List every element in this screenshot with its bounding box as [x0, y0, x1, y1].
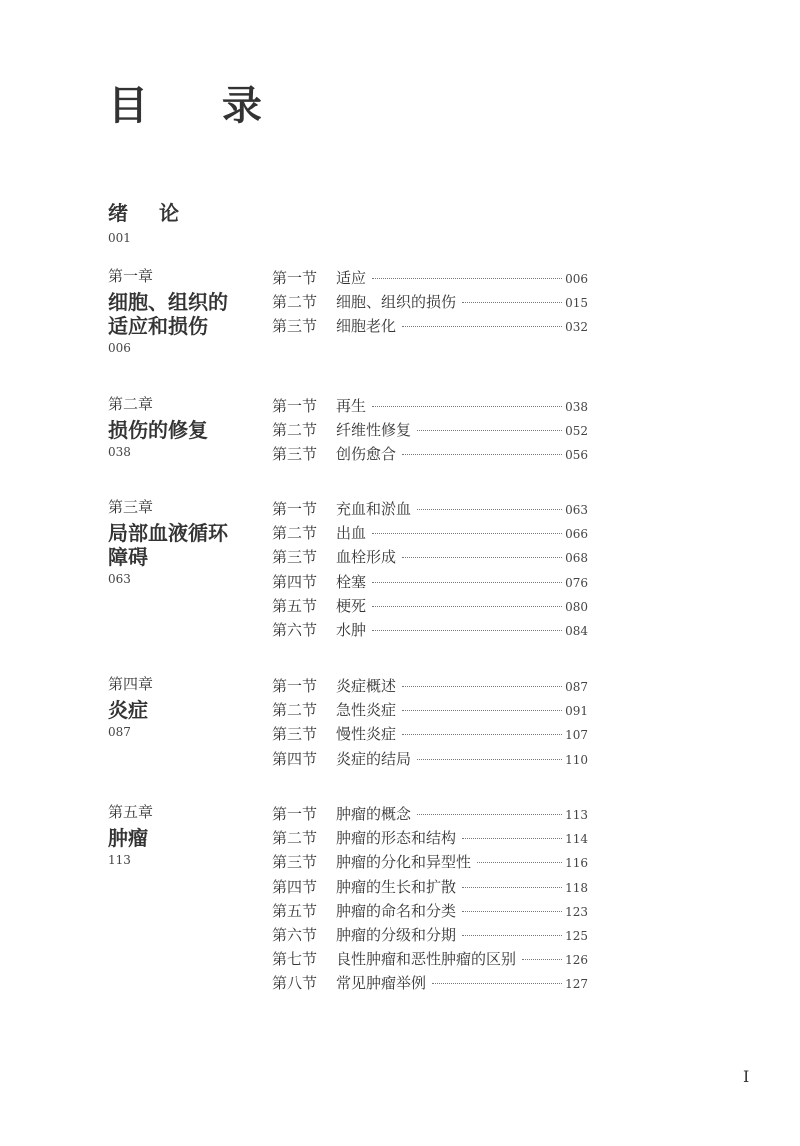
toc-entry[interactable]	[272, 947, 588, 971]
toc-entry[interactable]	[272, 521, 588, 545]
section-page-number: 056	[565, 448, 588, 463]
section-title: 创伤愈合	[336, 445, 397, 464]
dot-leader	[402, 454, 562, 455]
toc-entry[interactable]	[272, 545, 588, 569]
dot-leader	[462, 911, 562, 912]
section-title: 肿瘤的分级和分期	[336, 925, 457, 944]
section-page-number: 080	[565, 599, 588, 614]
section-number: 第四节	[272, 749, 318, 768]
section-title: 肿瘤的概念	[336, 805, 412, 823]
section-page-number: 032	[565, 320, 588, 335]
toc-entry[interactable]	[272, 698, 588, 722]
section-number: 第二节	[272, 293, 318, 312]
section-number: 第三节	[272, 853, 318, 872]
section-title: 急性炎症	[336, 701, 397, 720]
dot-leader	[402, 686, 562, 687]
dot-leader	[372, 278, 562, 279]
chapter-label: 第二章	[108, 395, 154, 413]
section-list	[272, 266, 588, 339]
section-page-number: 006	[565, 272, 588, 286]
section-number: 第二节	[272, 829, 318, 848]
toc-entry[interactable]	[272, 594, 588, 618]
dot-leader	[462, 302, 562, 303]
page-folio: I	[743, 1067, 750, 1086]
chapter-page-number: 087	[108, 725, 131, 739]
dot-leader	[417, 814, 562, 815]
toc-entry[interactable]	[272, 826, 588, 850]
section-number: 第二节	[272, 524, 318, 543]
dot-leader	[372, 406, 562, 407]
section-title: 细胞老化	[336, 317, 397, 336]
dot-leader	[402, 557, 562, 558]
toc-entry[interactable]	[272, 290, 588, 314]
dot-leader	[522, 959, 562, 960]
section-number: 第一节	[272, 269, 318, 287]
toc-entry[interactable]	[272, 570, 588, 594]
dot-leader	[462, 935, 562, 936]
section-title: 肿瘤的生长和扩散	[336, 877, 457, 896]
toc-entry[interactable]	[272, 971, 588, 995]
chapter-title-line[interactable]: 障碍	[108, 545, 148, 569]
section-title: 血栓形成	[336, 548, 397, 567]
section-page-number: 052	[565, 424, 588, 439]
dot-leader	[372, 630, 562, 631]
toc-entry[interactable]	[272, 314, 588, 338]
section-page-number: 123	[565, 904, 588, 919]
section-title: 炎症概述	[336, 677, 397, 695]
chapter-page-number: 038	[108, 445, 131, 459]
section-page-number: 126	[565, 953, 588, 968]
chapter-label: 第四章	[108, 675, 154, 693]
section-list	[272, 802, 588, 996]
section-title: 再生	[336, 397, 367, 415]
section-title: 炎症的结局	[336, 749, 412, 768]
toc-entry[interactable]	[272, 722, 588, 746]
section-title: 栓塞	[336, 572, 367, 591]
section-title: 常见肿瘤举例	[336, 974, 427, 993]
section-number: 第五节	[272, 596, 318, 615]
section-page-number: 091	[565, 704, 588, 719]
toc-entry[interactable]	[272, 442, 588, 466]
dot-leader	[417, 509, 562, 510]
section-page-number: 087	[565, 680, 588, 694]
chapter-label: 第一章	[108, 267, 154, 285]
section-page-number: 015	[565, 296, 588, 311]
section-number: 第四节	[272, 572, 318, 591]
chapter-4	[108, 674, 628, 774]
toc-entry[interactable]	[272, 394, 588, 418]
section-title: 水肿	[336, 620, 367, 639]
dot-leader	[372, 606, 562, 607]
section-title: 肿瘤的命名和分类	[336, 901, 457, 920]
chapter-3	[108, 497, 628, 647]
dot-leader	[462, 887, 562, 888]
chapter-title-line[interactable]: 适应和损伤	[108, 314, 208, 338]
section-page-number: 076	[565, 575, 588, 590]
dot-leader	[432, 983, 562, 984]
section-title: 慢性炎症	[336, 725, 397, 744]
chapter-title-line[interactable]: 炎症	[108, 698, 148, 722]
toc-entry[interactable]	[272, 266, 588, 290]
toc-entry[interactable]	[272, 923, 588, 947]
section-page-number: 116	[565, 856, 588, 871]
section-number: 第一节	[272, 397, 318, 415]
section-number: 第二节	[272, 701, 318, 720]
section-title: 肿瘤的形态和结构	[336, 829, 457, 848]
dot-leader	[417, 430, 562, 431]
section-title: 适应	[336, 269, 367, 287]
toc-entry[interactable]	[272, 618, 588, 642]
section-page-number: 068	[565, 551, 588, 566]
section-title: 梗死	[336, 596, 367, 615]
section-page-number: 038	[565, 400, 588, 414]
section-title: 良性肿瘤和恶性肿瘤的区别	[336, 950, 517, 969]
chapter-title-line[interactable]: 细胞、组织的	[108, 290, 228, 314]
dot-leader	[462, 838, 562, 839]
toc-entry[interactable]	[272, 747, 588, 771]
chapter-title-line[interactable]: 局部血液循环	[108, 521, 228, 545]
chapter-label: 第五章	[108, 803, 154, 821]
section-title: 充血和淤血	[336, 500, 412, 518]
chapter-title-line[interactable]: 损伤的修复	[108, 418, 208, 442]
chapter-title-line[interactable]: 肿瘤	[108, 826, 148, 850]
toc-entry[interactable]	[272, 850, 588, 874]
chapter-1	[108, 266, 628, 366]
dot-leader	[417, 759, 562, 760]
section-number: 第一节	[272, 500, 318, 518]
section-title: 细胞、组织的损伤	[336, 293, 457, 312]
section-number: 第六节	[272, 925, 318, 944]
section-page-number: 110	[565, 752, 588, 767]
section-page-number: 113	[565, 808, 588, 822]
dot-leader	[402, 326, 562, 327]
section-list	[272, 674, 588, 771]
section-number: 第三节	[272, 725, 318, 744]
dot-leader	[402, 734, 562, 735]
intro-title: 绪 论	[108, 201, 191, 225]
section-page-number: 084	[565, 623, 588, 638]
intro-page-number: 001	[108, 231, 131, 245]
dot-leader	[372, 582, 562, 583]
section-number: 第五节	[272, 901, 318, 920]
chapter-2	[108, 394, 628, 474]
section-number: 第三节	[272, 317, 318, 336]
toc-entry[interactable]	[272, 674, 588, 698]
chapter-page-number: 006	[108, 341, 131, 355]
intro-entry[interactable]	[108, 200, 191, 246]
chapter-page-number: 113	[108, 853, 131, 867]
toc-entry[interactable]	[272, 418, 588, 442]
dot-leader	[477, 862, 562, 863]
section-list	[272, 497, 588, 642]
section-page-number: 118	[565, 880, 588, 895]
dot-leader	[372, 533, 562, 534]
section-title: 肿瘤的分化和异型性	[336, 853, 472, 872]
chapter-5	[108, 802, 628, 1002]
section-number: 第三节	[272, 548, 318, 567]
section-title: 纤维性修复	[336, 421, 412, 440]
section-number: 第一节	[272, 677, 318, 695]
section-page-number: 125	[565, 928, 588, 943]
toc-entry[interactable]	[272, 875, 588, 899]
toc-entry[interactable]	[272, 497, 588, 521]
toc-entry[interactable]	[272, 802, 588, 826]
section-page-number: 066	[565, 527, 588, 542]
section-page-number: 107	[565, 728, 588, 743]
section-number: 第八节	[272, 974, 318, 993]
toc-entry[interactable]	[272, 899, 588, 923]
section-number: 第七节	[272, 950, 318, 969]
section-number: 第六节	[272, 620, 318, 639]
section-list	[272, 394, 588, 467]
section-number: 第一节	[272, 805, 318, 823]
section-number: 第四节	[272, 877, 318, 896]
dot-leader	[402, 710, 562, 711]
chapter-label: 第三章	[108, 498, 154, 516]
section-title: 出血	[336, 524, 367, 543]
section-number: 第二节	[272, 421, 318, 440]
section-number: 第三节	[272, 445, 318, 464]
chapter-page-number: 063	[108, 572, 131, 586]
page-title: 目 录	[108, 82, 292, 129]
section-page-number: 114	[565, 832, 588, 847]
section-page-number: 063	[565, 503, 588, 517]
section-page-number: 127	[565, 977, 588, 992]
